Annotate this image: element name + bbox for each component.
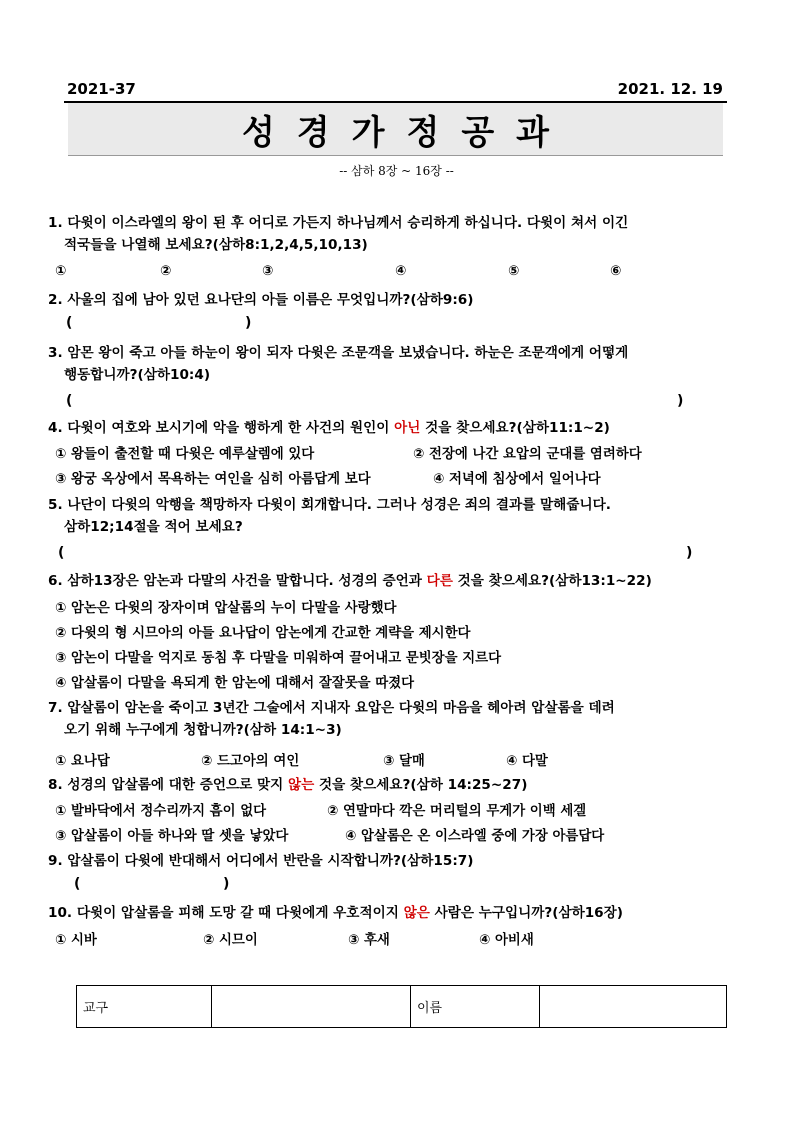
question-text-cont: 삼하12;14절을 적어 보세요? bbox=[64, 519, 243, 535]
answer-blank-close: ) bbox=[223, 876, 230, 892]
option-2: ② 드고아의 여인 bbox=[201, 754, 300, 769]
question-1 bbox=[48, 212, 748, 256]
option-1: ① 발바닥에서 정수리까지 흠이 없다 bbox=[55, 804, 267, 819]
question-5 bbox=[48, 494, 748, 538]
answer-blank-open: ( bbox=[58, 545, 65, 561]
question-text bbox=[48, 417, 748, 439]
question-7 bbox=[48, 697, 748, 741]
option-5: ⑤ bbox=[508, 264, 520, 279]
option-3: ③ 달매 bbox=[383, 754, 425, 769]
option-1: ① 요나답 bbox=[55, 754, 110, 769]
title-banner bbox=[68, 103, 723, 156]
question-10-options bbox=[55, 929, 735, 951]
answer-blank-open: ( bbox=[66, 315, 73, 331]
option-6: ⑥ bbox=[610, 264, 622, 279]
question-text-pre: 10. 다윗이 압살롬을 피해 도망 갈 때 다윗에게 우호적이지 bbox=[48, 905, 404, 921]
question-2 bbox=[48, 289, 748, 311]
option-1: ① 왕들이 출전할 때 다윗은 예루살렘에 있다 bbox=[55, 447, 315, 462]
question-text-post: 것을 찾으세요?(삼하13:1~22) bbox=[452, 573, 652, 589]
option-2: ② 전장에 나간 요압의 군대를 염려하다 bbox=[413, 447, 642, 462]
question-1-options bbox=[55, 264, 735, 286]
option-3: ③ 암논이 다말을 억지로 동침 후 다말을 미워하여 끌어내고 문빗장을 지르다 bbox=[55, 651, 502, 666]
emphasis-word: 않는 bbox=[288, 777, 315, 793]
option-1: ① 시바 bbox=[55, 933, 97, 948]
answer-blank-open: ( bbox=[74, 876, 81, 892]
page-title: 성경가정공과 bbox=[241, 112, 572, 153]
student-info-table bbox=[76, 985, 727, 1028]
option-3: ③ 왕궁 옥상에서 목욕하는 여인을 심히 아름답게 보다 bbox=[55, 472, 371, 487]
question-3 bbox=[48, 342, 748, 386]
option-4: ④ 아비새 bbox=[479, 933, 534, 948]
option-3: ③ 후새 bbox=[348, 933, 390, 948]
answer-blank-close: ) bbox=[677, 393, 684, 409]
option-1: ① bbox=[55, 264, 67, 279]
option-4: ④ 저녁에 침상에서 일어나다 bbox=[433, 472, 601, 487]
question-text bbox=[48, 902, 748, 924]
question-text-cont: 행동합니까?(삼하10:4) bbox=[64, 367, 211, 383]
name-label: 이름 bbox=[411, 986, 540, 1028]
question-text: 3. 암몬 왕이 죽고 아들 하눈이 왕이 되자 다윗은 조문객을 보냈습니다. 하눈은 조문객에게 어떻게 bbox=[48, 345, 629, 361]
question-text-post: 사람은 누구입니까?(삼하16장) bbox=[429, 905, 623, 921]
question-text: 5. 나단이 다윗의 악행을 책망하자 다윗이 회개합니다. 그러나 성경은 죄의 결과를 말해줍니다. bbox=[48, 497, 611, 513]
question-6-option bbox=[55, 622, 735, 644]
question-text-post: 것을 찾으세요?(삼하 14:25~27) bbox=[314, 777, 528, 793]
answer-blank-open: ( bbox=[66, 393, 73, 409]
emphasis-word: 아닌 bbox=[394, 420, 421, 436]
option-4: ④ 압살롬이 다말을 욕되게 한 암논에 대해서 잘잘못을 따졌다 bbox=[55, 676, 415, 691]
option-2: ② 시므이 bbox=[203, 933, 258, 948]
answer-blank-close: ) bbox=[245, 315, 252, 331]
option-2: ② 연말마다 깍은 머리털의 무게가 이백 세겔 bbox=[327, 804, 587, 819]
subtitle: -- 삼하 8장 ~ 16장 -- bbox=[339, 164, 454, 178]
question-text-pre: 8. 성경의 압살롬에 대한 증언으로 맞지 bbox=[48, 777, 288, 793]
option-3: ③ bbox=[262, 264, 274, 279]
question-text-cont: 오기 위해 누구에게 청합니까?(삼하 14:1~3) bbox=[64, 722, 342, 738]
emphasis-word: 않은 bbox=[403, 905, 430, 921]
answer-blank-close: ) bbox=[686, 545, 693, 561]
option-2: ② bbox=[160, 264, 172, 279]
option-4: ④ 다말 bbox=[506, 754, 548, 769]
question-text-pre: 4. 다윗이 여호와 보시기에 악을 행하게 한 사건의 원인이 bbox=[48, 420, 395, 436]
question-text-pre: 6. 삼하13장은 암논과 다말의 사건을 말합니다. 성경의 증언과 bbox=[48, 573, 427, 589]
question-6-option bbox=[55, 672, 735, 694]
question-8-options-row2 bbox=[55, 825, 735, 847]
issue-number: 2021-37 bbox=[67, 80, 136, 98]
question-text bbox=[48, 570, 748, 592]
question-text bbox=[48, 774, 748, 796]
name-field[interactable] bbox=[540, 986, 727, 1028]
question-6-option bbox=[55, 597, 735, 619]
question-text: 1. 다윗이 이스라엘의 왕이 된 후 어디로 가든지 하나님께서 승리하게 하십니다. 다윗이 쳐서 이긴 bbox=[48, 215, 629, 231]
question-text: 7. 압살롬이 암논을 죽이고 3년간 그술에서 지내자 요압은 다윗의 마음을 헤아려 압살롬을 데려 bbox=[48, 700, 615, 716]
question-6-option bbox=[55, 647, 735, 669]
header bbox=[67, 80, 723, 98]
question-text-cont: 적국들을 나열해 보세요?(삼하8:1,2,4,5,10,13) bbox=[64, 237, 368, 253]
church-label: 교구 bbox=[77, 986, 212, 1028]
option-4: ④ bbox=[395, 264, 407, 279]
issue-date: 2021. 12. 19 bbox=[617, 80, 723, 98]
question-text-post: 것을 찾으세요?(삼하11:1~2) bbox=[420, 420, 610, 436]
question-8-options-row1 bbox=[55, 800, 735, 822]
question-8 bbox=[48, 774, 748, 796]
question-10 bbox=[48, 902, 748, 924]
question-6 bbox=[48, 570, 748, 592]
question-text: 9. 압살롬이 다윗에 반대해서 어디에서 반란을 시작합니까?(삼하15:7) bbox=[48, 853, 474, 869]
question-4-options-row2 bbox=[55, 468, 735, 490]
question-4 bbox=[48, 417, 748, 439]
option-3: ③ 압살롬이 아들 하나와 딸 셋을 낳았다 bbox=[55, 829, 289, 844]
option-4: ④ 압살롬은 온 이스라엘 중에 가장 아름답다 bbox=[345, 829, 605, 844]
question-text: 2. 사울의 집에 남아 있던 요나단의 아들 이름은 무엇입니까?(삼하9:6) bbox=[48, 292, 474, 308]
option-2: ② 다윗의 형 시므아의 아들 요나답이 암논에게 간교한 계략을 제시한다 bbox=[55, 626, 471, 641]
question-7-options bbox=[55, 750, 735, 772]
church-field[interactable] bbox=[212, 986, 411, 1028]
question-9 bbox=[48, 850, 748, 872]
option-1: ① 암논은 다윗의 장자이며 압살롬의 누이 다말을 사랑했다 bbox=[55, 601, 397, 616]
question-4-options-row1 bbox=[55, 443, 735, 465]
emphasis-word: 다른 bbox=[426, 573, 453, 589]
